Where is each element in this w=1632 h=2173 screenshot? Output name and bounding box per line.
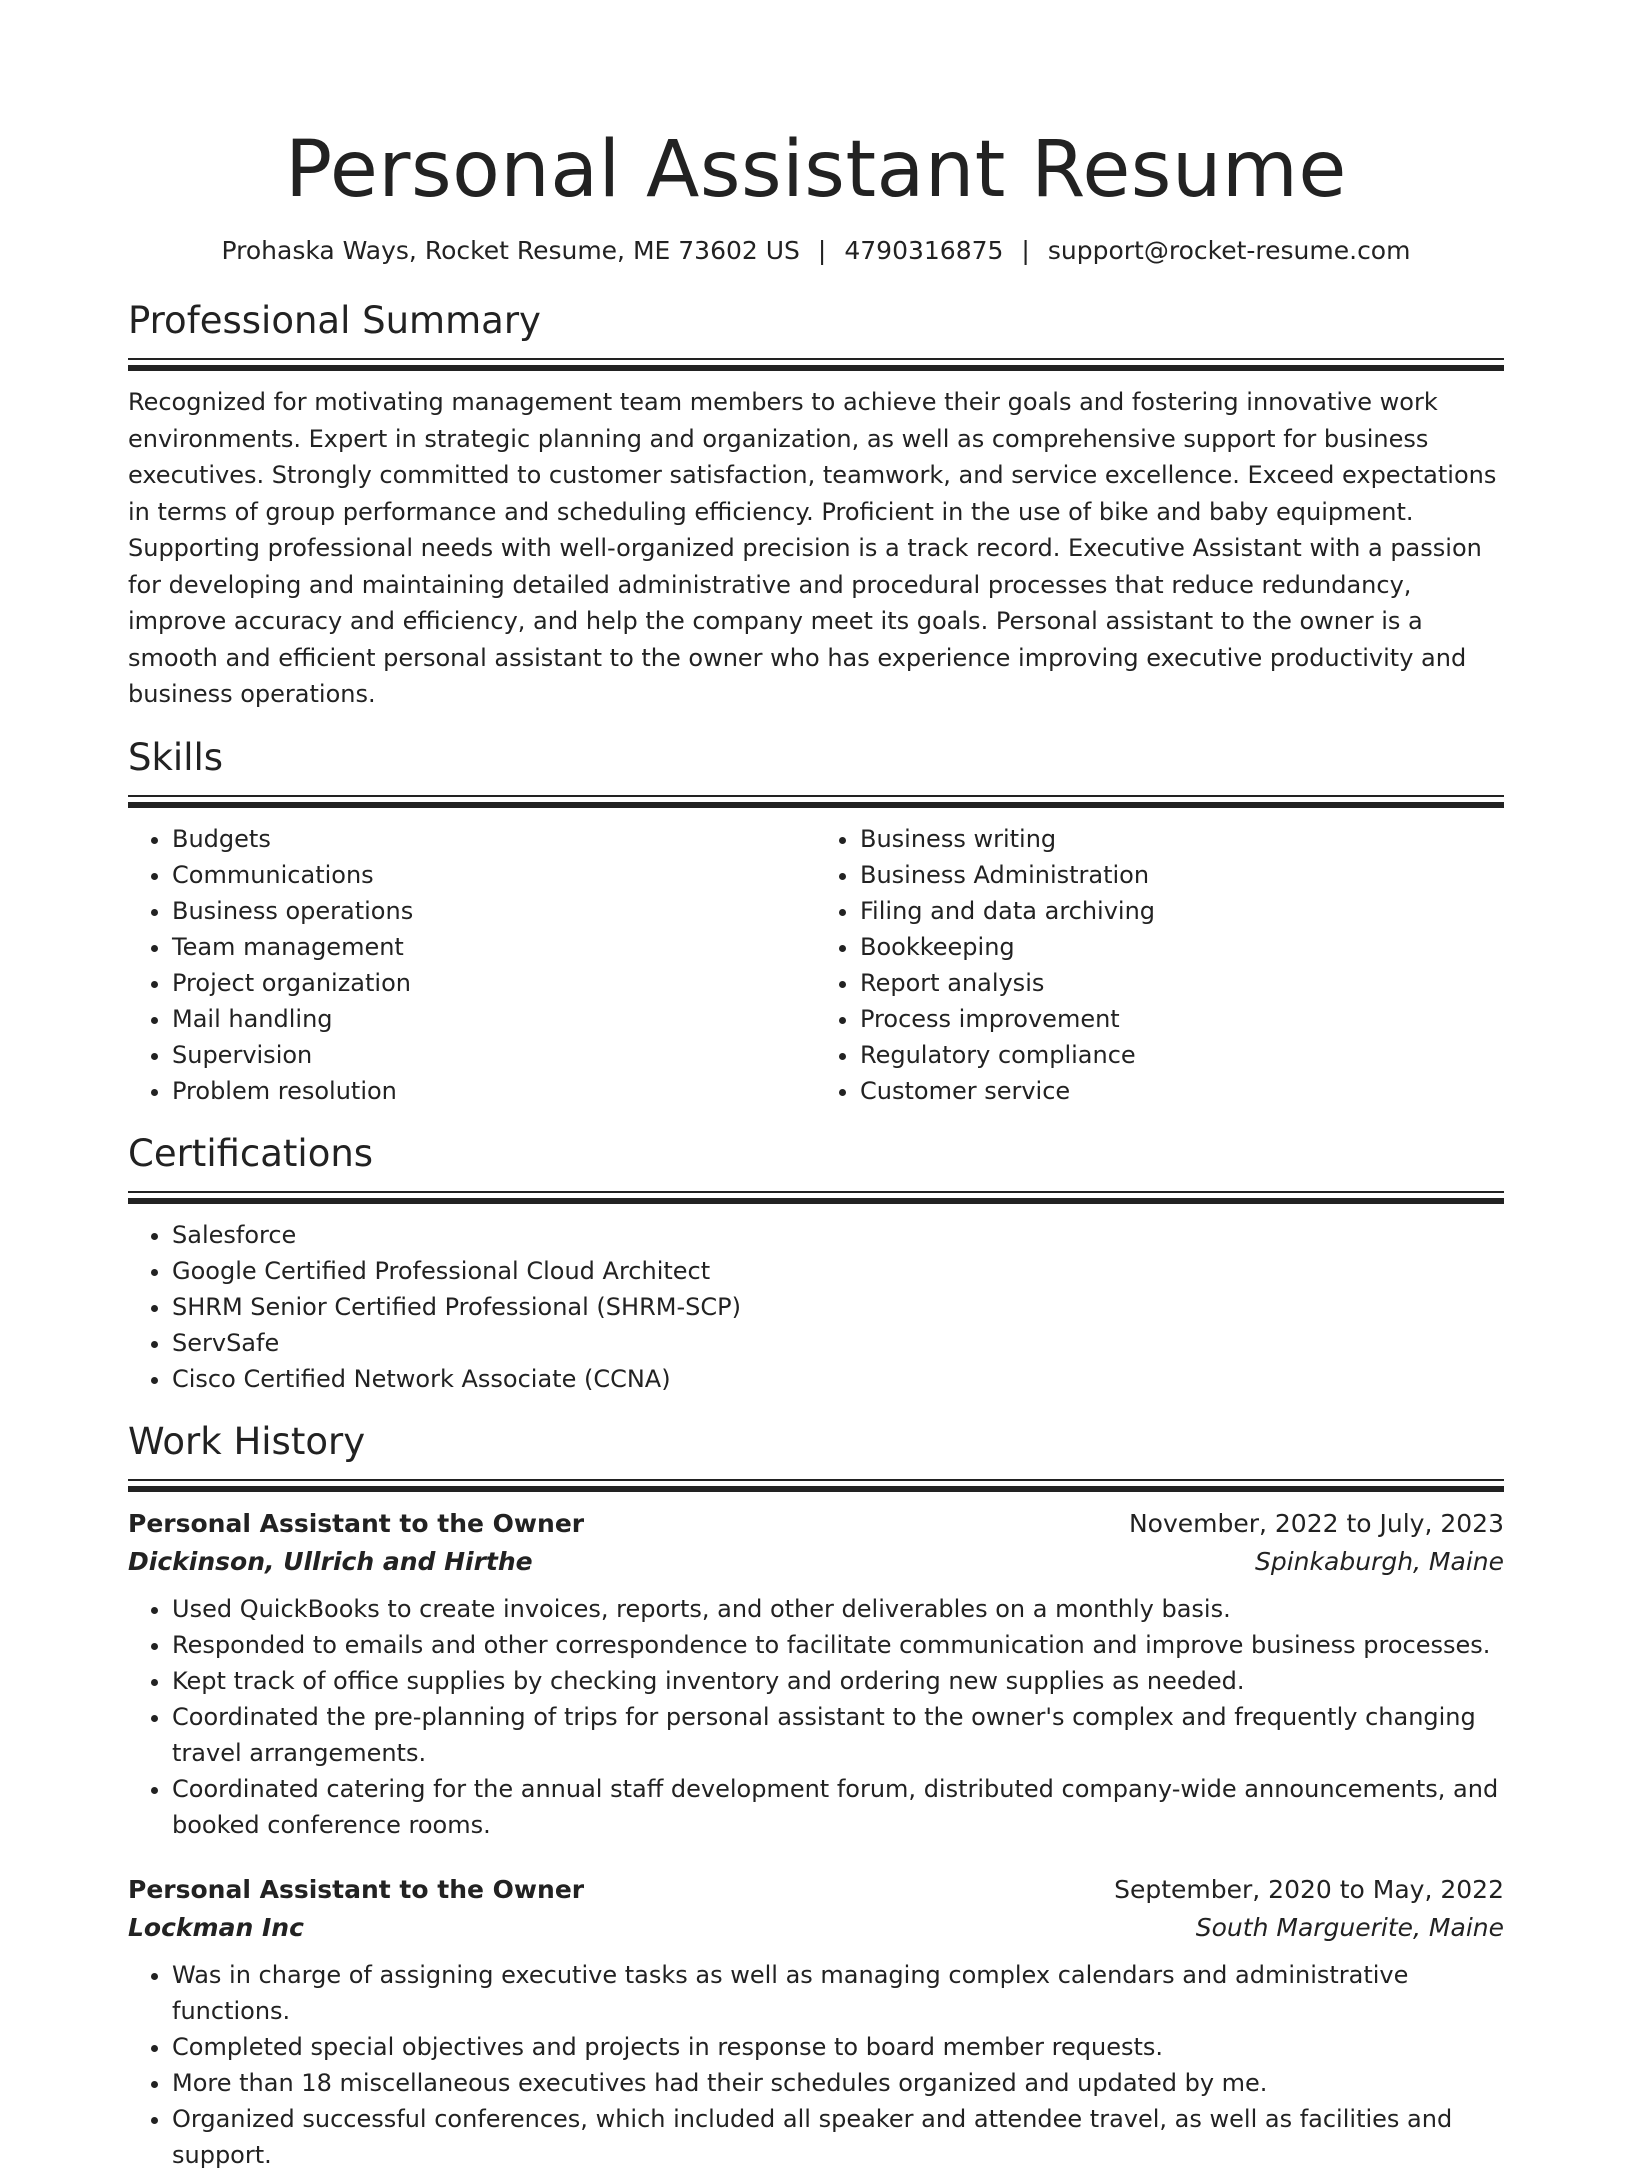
list-item: • ServSafe — [172, 1325, 1504, 1361]
list-item: • Business Administration — [860, 857, 1504, 893]
list-item: • Problem resolution — [172, 1073, 816, 1109]
job-entry — [128, 1505, 1504, 1843]
list-item: • Business writing — [860, 821, 1504, 857]
list-item: • Cisco Certified Network Associate (CCNA) — [172, 1361, 1504, 1397]
section-heading: Certifications — [128, 1131, 374, 1175]
contact-line — [128, 234, 1504, 268]
skills-list-right — [816, 821, 1504, 1109]
job-company: Lockman Inc — [128, 1912, 304, 1942]
list-item: • Bookkeeping — [860, 929, 1504, 965]
list-item: • Google Certified Professional Cloud Architect — [172, 1253, 1504, 1289]
contact-email: support@rocket-resume.com — [1047, 236, 1411, 265]
job-title: Personal Assistant to the Owner — [128, 1874, 585, 1904]
section-heading: Professional Summary — [128, 299, 541, 342]
job-subheader — [128, 1909, 1504, 1947]
list-item: • Salesforce — [172, 1217, 1504, 1253]
list-item: • Report analysis — [860, 965, 1504, 1001]
list-item: • SHRM Senior Certified Professional (SHRM-SCP) — [172, 1289, 1504, 1325]
job-header — [128, 1505, 1504, 1543]
work-history-section — [128, 1419, 1504, 2173]
list-item: • Mail handling — [172, 1001, 816, 1037]
job-dates: November, 2022 to July, 2023 — [1128, 1508, 1504, 1538]
job-bullets — [128, 1957, 1504, 2173]
section-divider — [128, 1191, 1504, 1203]
list-item: • Project organization — [172, 965, 816, 1001]
list-item: • Coordinated the pre-planning of trips for personal assistant to the owner's complex and frequently changing travel arrangements. — [172, 1699, 1504, 1771]
section-divider — [128, 1479, 1504, 1491]
list-item: • Business operations — [172, 893, 816, 929]
list-item: • Was in charge of assigning executive tasks as well as managing complex calendars and administrative functions. — [172, 1957, 1504, 2029]
job-location: Spinkaburgh, Maine — [1255, 1546, 1504, 1576]
skills-section — [128, 735, 1504, 1109]
contact-phone: 4790316875 — [844, 236, 1004, 265]
list-item: • More than 18 miscellaneous executives had their schedules organized and updated by me. — [172, 2065, 1504, 2101]
list-item: • Kept track of office supplies by checking inventory and ordering new supplies as needed. — [172, 1663, 1504, 1699]
list-item: • Communications — [172, 857, 816, 893]
list-item: • Customer service — [860, 1073, 1504, 1109]
list-item: • Responded to emails and other correspondence to facilitate communication and improve business processes. — [172, 1627, 1504, 1663]
summary-section — [128, 298, 1504, 713]
job-company: Dickinson, Ullrich and Hirthe — [128, 1546, 533, 1576]
list-item: • Organized successful conferences, which included all speaker and attendee travel, as well as facilities and support. — [172, 2101, 1504, 2173]
list-item: • Team management — [172, 929, 816, 965]
summary-text: Recognized for motivating management team members to achieve their goals and fostering innovative work environments. Expert in strategic planning and organization, as well as comprehensive support for business executives. Strongly committed to customer satisfaction, teamwork, and service excellence. Exceed expectations in terms of group performance and scheduling efficiency. Proficient in the use of bike and baby equipment. Supporting professional needs with well-organized precision is a track record. Executive Assistant with a passion for developing and maintaining detailed administrative and procedural processes that reduce redundancy, improve accuracy and efficiency, and help the company meet its goals. Personal assistant to the owner is a smooth and efficient personal assistant to the owner who has experience improving executive productivity and business operations. — [128, 388, 1497, 708]
list-item: • Filing and data archiving — [860, 893, 1504, 929]
list-item: • Completed special objectives and projects in response to board member requests. — [172, 2029, 1504, 2065]
job-location: South Marguerite, Maine — [1195, 1912, 1504, 1942]
contact-separator: | — [1021, 236, 1030, 265]
section-heading: Skills — [128, 735, 224, 779]
list-item: • Regulatory compliance — [860, 1037, 1504, 1073]
list-item: • Used QuickBooks to create invoices, reports, and other deliverables on a monthly basis. — [172, 1591, 1504, 1627]
job-title: Personal Assistant to the Owner — [128, 1508, 585, 1538]
job-entry — [128, 1871, 1504, 2173]
certifications-section — [128, 1131, 1504, 1397]
list-item: • Coordinated catering for the annual staff development forum, distributed company-wide announcements, and booked conference rooms. — [172, 1771, 1504, 1843]
job-dates: September, 2020 to May, 2022 — [1114, 1874, 1504, 1904]
contact-address: Prohaska Ways, Rocket Resume, ME 73602 US — [221, 236, 800, 265]
contact-separator: | — [817, 236, 827, 265]
skills-list-left — [128, 821, 816, 1109]
section-heading: Work History — [128, 1419, 366, 1463]
list-item: • Process improvement — [860, 1001, 1504, 1037]
job-subheader — [128, 1543, 1504, 1581]
job-header — [128, 1871, 1504, 1909]
list-item: • Supervision — [172, 1037, 816, 1073]
page-title: Personal Assistant Resume — [285, 125, 1347, 215]
section-divider — [128, 795, 1504, 807]
resume-content — [128, 0, 1504, 2173]
certifications-list — [128, 1217, 1504, 1397]
job-bullets — [128, 1591, 1504, 1843]
list-item: • Budgets — [172, 821, 816, 857]
section-divider — [128, 358, 1504, 370]
skills-columns — [128, 821, 1504, 1109]
